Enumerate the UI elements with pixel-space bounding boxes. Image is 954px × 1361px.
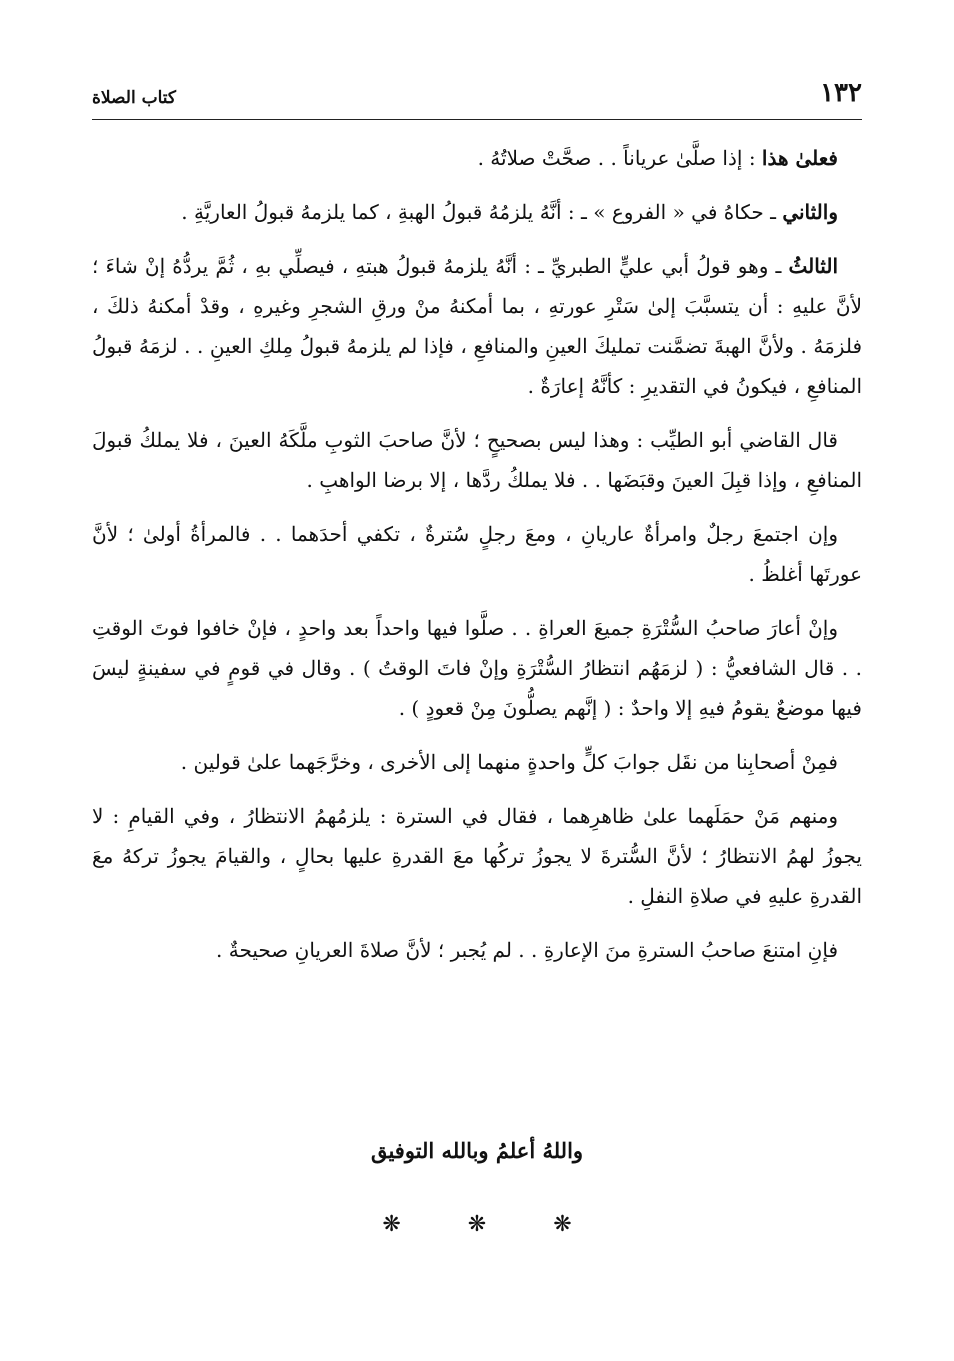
paragraph — [92, 742, 862, 782]
paragraph — [92, 608, 862, 728]
page-header — [92, 78, 862, 112]
main-text — [92, 138, 862, 984]
running-title: كتاب الصلاة — [92, 88, 177, 108]
paragraph-text: وإنْ أعارَ صاحبُ السُّتْرَةِ جميعَ العراةِ . . صلَّوا فيها واحداً بعد واحدٍ ، فإنْ خافوا فوتَ الوقتِ . . قال الشافعيُّ : ( لزمَهُم انتظارُ السُّتْرَةِ وإنْ فاتَ الوقتُ ) . وقال في قومٍ في سفينةٍ ليسَ فيها موضعٌ يقومُ فيهِ إلا واحدٌ : ( إنَّهم يصلُّونَ مِنْ قعودٍ ) . — [92, 616, 862, 720]
page-number: ١٣٢ — [820, 78, 862, 108]
paragraph — [92, 420, 862, 500]
paragraph-text: فمِنْ أصحابِنا من نقَل جوابَ كلٍّ واحدةٍ منهما إلى الأخرى ، وخرَّجَهما علىٰ قولين . — [180, 750, 838, 774]
paragraph-text: ومنهم مَنْ حمَلَهما علىٰ ظاهرِهما ، فقال في السترة : يلزمُهمُ الانتظارُ ، وفي القيامِ : لا يجوزُ لهمُ الانتظارُ ؛ لأنَّ السُّترةَ لا يجوزُ تركُها معَ القدرةِ عليها بحالٍ ، والقيامَ يجوزُ تركهُ معَ القدرةِ عليهِ في صلاةِ النفلِ . — [92, 804, 862, 908]
paragraph — [92, 930, 862, 970]
closing-formula: واللهُ أعلمُ وبالله التوفيق — [370, 1138, 584, 1163]
header-divider — [92, 119, 862, 120]
paragraph-text: قال القاضي أبو الطيِّب : وهذا ليس بصحيحٍ ؛ لأنَّ صاحبَ الثوبِ ملَّكَهُ العينَ ، فلا يملكُ قبولَ المنافعِ ، وإذا قبِلَ العينَ وقبَضَها . . فلا يملكُ ردَّها ، إلا برضا الواهبِ . — [92, 428, 862, 492]
paragraph — [92, 138, 862, 178]
paragraph-text: وإن اجتمعَ رجلٌ وامرأةٌ عاريانِ ، ومعَ رجلٍ سُترةٌ ، تكفي أحدَهما . . فالمرأةُ أولىٰ ؛ لأنَّ عورتَها أغلظُ . — [92, 522, 862, 586]
paragraph-text: : إذا صلَّىٰ عرياناً . . صحَّتْ صلاتُهُ . — [477, 146, 762, 170]
paragraph — [92, 796, 862, 916]
paragraph-lead: فعلىٰ هذا — [761, 146, 838, 170]
paragraph — [92, 514, 862, 594]
paragraph-lead: والثاني — [782, 200, 838, 224]
section-end-ornament: ❋ ❋ ❋ — [382, 1212, 602, 1237]
paragraph-lead: الثالثُ — [788, 254, 838, 278]
paragraph — [92, 246, 862, 406]
paragraph-text: ـ وهو قولُ أبي عليٍّ الطبريِّ ـ : أنَّهُ يلزمهُ قبولُ هبتهِ ، فيصلِّي بهِ ، ثُمَّ يردُّهُ إنْ شاءَ ؛ لأنَّ عليهِ : أن يتسبَّبَ إلىٰ سَتْرِ عورتهِ ، بما أمكنهُ منْ ورقِ الشجرِ وغيرهِ ، وقدْ أمكنهُ ذلكَ ، فلزمَهُ . ولأنَّ الهبةَ تضمَّنت تمليكَ العينِ والمنافعِ ، فإذا لم يلزمهُ قبولُ مِلكِ العينِ . . لزمَهُ قبولُ المنافعِ ، فيكونُ في التقديرِ : كأنَّهُ إعارَةٌ . — [92, 254, 862, 398]
paragraph-text: فإنِ امتنعَ صاحبُ السترةِ منَ الإعارةِ . . لم يُجبر ؛ لأنَّ صلاةَ العريانِ صحيحةٌ . — [216, 938, 838, 962]
paragraph — [92, 192, 862, 232]
paragraph-text: ـ حكاهُ في « الفروع » ـ : أنَّهُ يلزمُهُ قبولُ الهبةِ ، كما يلزمهُ قبولُ العاريَّةِ . — [181, 200, 783, 224]
